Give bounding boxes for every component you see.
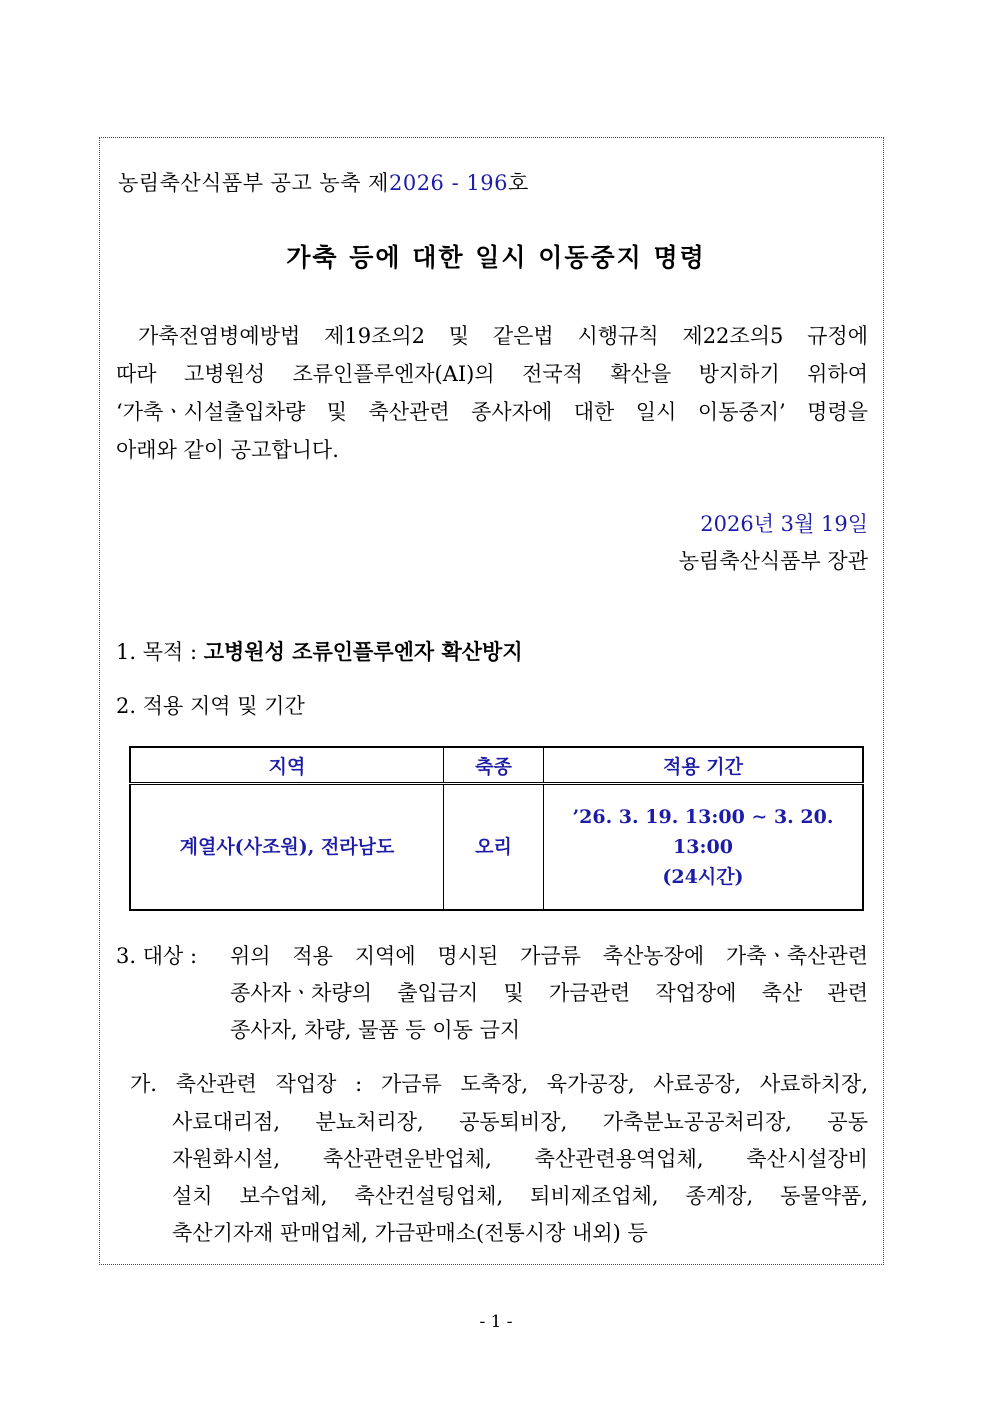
area-table xyxy=(129,746,864,911)
header-species: 축종 xyxy=(444,747,544,784)
purpose-value: 고병원성 조류인플루엔자 확산방지 xyxy=(203,639,523,664)
intro-line-3: ‘가축ㆍ시설출입차량 및 축산관련 종사자에 대한 일시 이동중지’ 명령을 xyxy=(116,400,868,424)
notice-number-value: 2026 - 196 xyxy=(388,171,508,195)
target-line-2: 종사자ㆍ차량의 출입금지 및 가금관련 작업장에 축산 관련 xyxy=(230,981,868,1005)
intro-line-4: 아래와 같이 공고합니다. xyxy=(116,438,339,462)
section-area-label: 2. 적용 지역 및 기간 xyxy=(116,694,305,718)
cell-region: 계열사(사조원), 전라남도 xyxy=(130,784,444,911)
cell-species: 오리 xyxy=(444,784,544,911)
section-purpose xyxy=(116,636,523,666)
sub-line-3: 자원화시설, 축산관련운반업체, 축산관련용역업체, 축산시설장비 xyxy=(172,1147,868,1171)
target-line-3: 종사자, 차량, 물품 등 이동 금지 xyxy=(230,1018,521,1042)
intro-line-1: 가축전염병예방법 제19조의2 및 같은법 시행규칙 제22조의5 규정에 xyxy=(138,324,868,348)
sub-line-1: 가. 축산관련 작업장 : 가금류 도축장, 육가공장, 사료공장, 사료하치장, xyxy=(130,1072,868,1096)
table-row xyxy=(130,784,863,911)
period-line-1: ’26. 3. 19. 13:00 ∼ 3. 20. 13:00 xyxy=(572,806,834,858)
notice-prefix: 농림축산식품부 공고 농축 제 xyxy=(118,171,389,195)
target-line-1: 위의 적용 지역에 명시된 가금류 축산농장에 가축ㆍ축산관련 xyxy=(230,944,868,968)
issuer: 농림축산식품부 장관 xyxy=(678,549,868,573)
document-title: 가축 등에 대한 일시 이동중지 명령 xyxy=(286,243,706,272)
purpose-label: 1. 목적 : xyxy=(116,640,204,664)
header-region: 지역 xyxy=(130,747,444,784)
period-line-2: (24시간) xyxy=(662,866,744,888)
page-number: - 1 - xyxy=(479,1312,513,1332)
sub-line-5: 축산기자재 판매업체, 가금판매소(전통시장 내외) 등 xyxy=(172,1221,648,1245)
sub-line-4: 설치 보수업체, 축산컨설팅업체, 퇴비제조업체, 종계장, 동물약품, xyxy=(172,1184,868,1208)
notice-number xyxy=(118,167,529,197)
header-period: 적용 기간 xyxy=(544,747,864,784)
cell-period xyxy=(544,784,864,911)
notice-suffix: 호 xyxy=(507,171,529,195)
table-header-row xyxy=(130,747,863,784)
issue-date: 2026년 3월 19일 xyxy=(700,512,868,536)
intro-line-2: 따라 고병원성 조류인플루엔자(AI)의 전국적 확산을 방지하기 위하여 xyxy=(116,362,868,386)
sub-line-2: 사료대리점, 분뇨처리장, 공동퇴비장, 가축분뇨공공처리장, 공동 xyxy=(172,1110,868,1134)
section-target-label: 3. 대상 : xyxy=(116,944,198,968)
